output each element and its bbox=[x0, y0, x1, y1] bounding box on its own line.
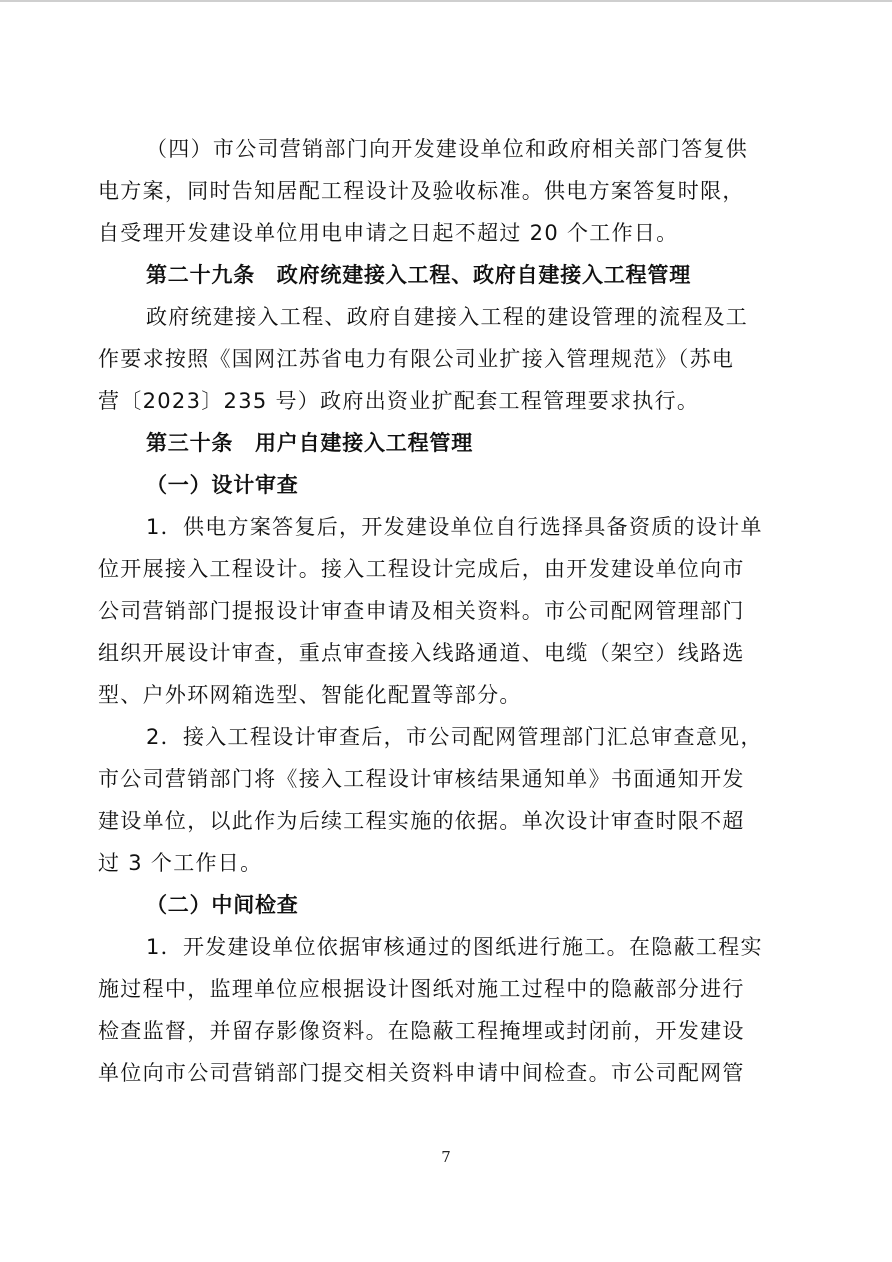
article-heading-29: 第二十九条 政府统建接入工程、政府自建接入工程管理 bbox=[146, 263, 691, 287]
paragraph-line: （四）市公司营销部门向开发建设单位和政府相关部门答复供 bbox=[146, 137, 749, 161]
paragraph-line: 2．接入工程设计审查后，市公司配网管理部门汇总审查意见， bbox=[146, 725, 763, 749]
paragraph-line: 组织开展设计审查，重点审查接入线路通道、电缆（架空）线路选 bbox=[98, 641, 745, 665]
paragraph-line: 施过程中，监理单位应根据设计图纸对施工过程中的隐蔽部分进行 bbox=[98, 977, 745, 1001]
paragraph-line: 市公司营销部门将《接入工程设计审核结果通知单》书面通知开发 bbox=[98, 767, 745, 791]
section-heading-midterm-inspection: （二）中间检查 bbox=[146, 893, 299, 917]
top-border-line bbox=[0, 0, 892, 2]
paragraph-line: 型、户外环网箱选型、智能化配置等部分。 bbox=[98, 683, 522, 707]
paragraph-line: 位开展接入工程设计。接入工程设计完成后，由开发建设单位向市 bbox=[98, 557, 745, 581]
document-body bbox=[98, 128, 798, 1094]
paragraph-line: 建设单位，以此作为后续工程实施的依据。单次设计审查时限不超 bbox=[98, 809, 745, 833]
section-heading-design-review: （一）设计审查 bbox=[146, 473, 299, 497]
paragraph-line: 过 3 个工作日。 bbox=[98, 851, 263, 875]
page-number: 7 bbox=[441, 1148, 451, 1166]
article-heading-30: 第三十条 用户自建接入工程管理 bbox=[146, 431, 473, 455]
paragraph-line: 单位向市公司营销部门提交相关资料申请中间检查。市公司配网管 bbox=[98, 1061, 745, 1085]
paragraph-line: 电方案，同时告知居配工程设计及验收标准。供电方案答复时限， bbox=[98, 179, 745, 203]
paragraph-line: 检查监督，并留存影像资料。在隐蔽工程掩埋或封闭前，开发建设 bbox=[98, 1019, 745, 1043]
paragraph-line: 1．供电方案答复后，开发建设单位自行选择具备资质的设计单 bbox=[146, 515, 763, 539]
paragraph-line: 1．开发建设单位依据审核通过的图纸进行施工。在隐蔽工程实 bbox=[146, 935, 763, 959]
paragraph-line: 作要求按照《国网江苏省电力有限公司业扩接入管理规范》（苏电 bbox=[98, 347, 735, 371]
paragraph-line: 公司营销部门提报设计审查申请及相关资料。市公司配网管理部门 bbox=[98, 599, 745, 623]
paragraph-line: 自受理开发建设单位用电申请之日起不超过 20 个工作日。 bbox=[98, 221, 679, 245]
paragraph-line: 政府统建接入工程、政府自建接入工程的建设管理的流程及工 bbox=[146, 305, 749, 329]
paragraph-line: 营〔2023〕235 号）政府出资业扩配套工程管理要求执行。 bbox=[98, 389, 700, 413]
